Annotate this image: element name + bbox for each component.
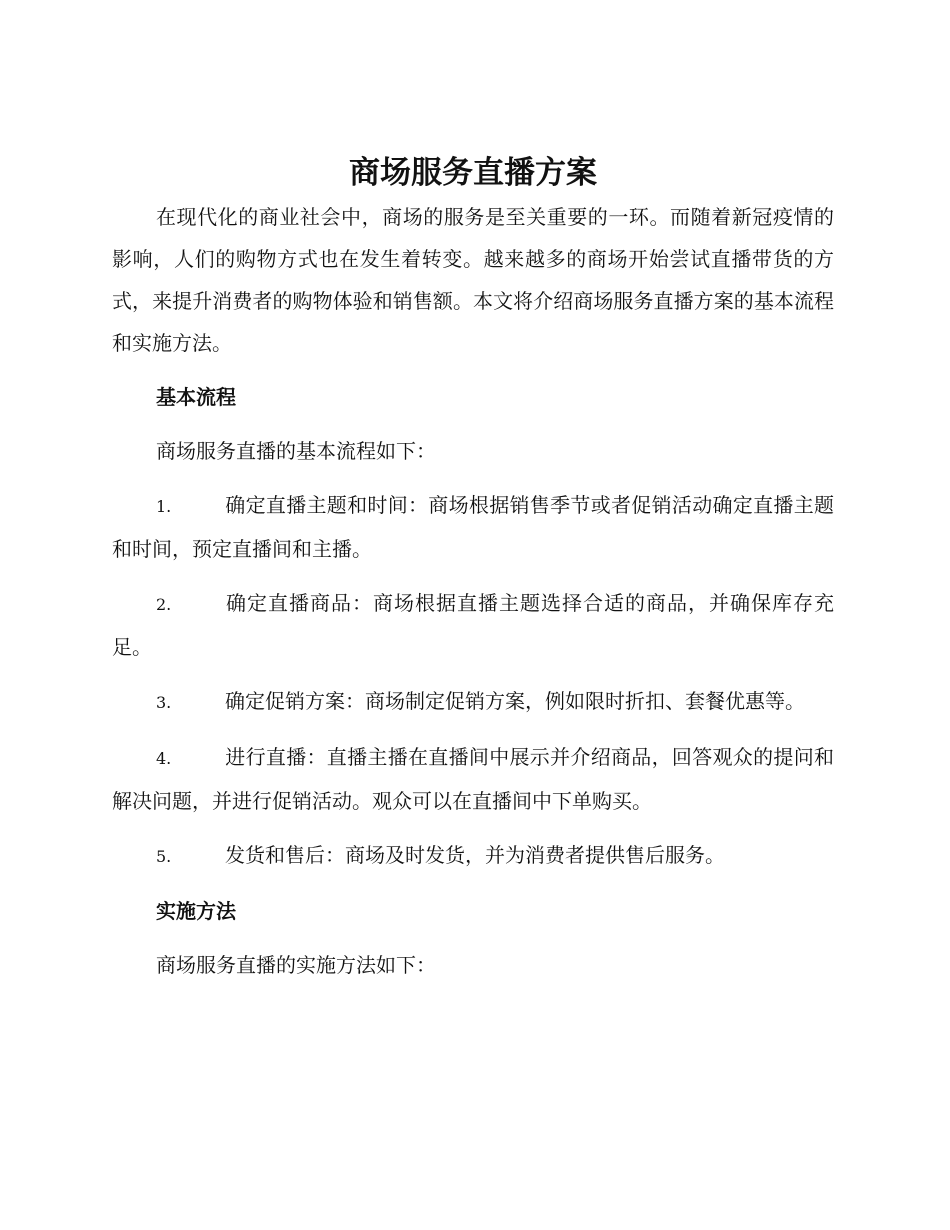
list-item-number: 2.	[156, 595, 172, 614]
intro-paragraph: 在现代化的商业社会中，商场的服务是至关重要的一环。而随着新冠疫情的影响，人们的购物方式也在发生着转变。越来越多的商场开始尝试直播带货的方式，来提升消费者的购物体验和销售额。本文将介绍商场服务直播方案的基本流程和实施方法。	[112, 205, 834, 355]
list-item-number: 4.	[156, 749, 172, 768]
list-item-text: 进行直播：直播主播在直播间中展示并介绍商品，回答观众的提问和解决问题，并进行促销活动。观众可以在直播间中下单购买。	[112, 745, 834, 813]
list-item-text: 确定促销方案：商场制定促销方案，例如限时折扣、套餐优惠等。	[225, 689, 805, 713]
document-title: 商场服务直播方案	[349, 155, 597, 191]
section-lead-basic-process: 商场服务直播的基本流程如下：	[156, 439, 436, 463]
list-item-text: 发货和售后：商场及时发货，并为消费者提供售后服务。	[225, 843, 725, 867]
list-item-number: 1.	[156, 497, 172, 516]
list-item-text: 确定直播主题和时间：商场根据销售季节或者促销活动确定直播主题和时间，预定直播间和主播。	[112, 493, 834, 561]
list-item	[112, 834, 834, 878]
list-item-number: 3.	[156, 693, 172, 712]
list-item	[112, 582, 834, 668]
section-heading-basic-process: 基本流程	[156, 385, 236, 409]
list-item	[112, 680, 834, 724]
list-item	[112, 736, 834, 822]
section-lead-implementation: 商场服务直播的实施方法如下：	[156, 953, 436, 977]
list-item	[112, 484, 834, 570]
list-item-text: 确定直播商品：商场根据直播主题选择合适的商品，并确保库存充足。	[112, 591, 834, 659]
document-page	[112, 150, 834, 986]
section-heading-implementation: 实施方法	[156, 899, 236, 923]
list-item-number: 5.	[156, 847, 172, 866]
